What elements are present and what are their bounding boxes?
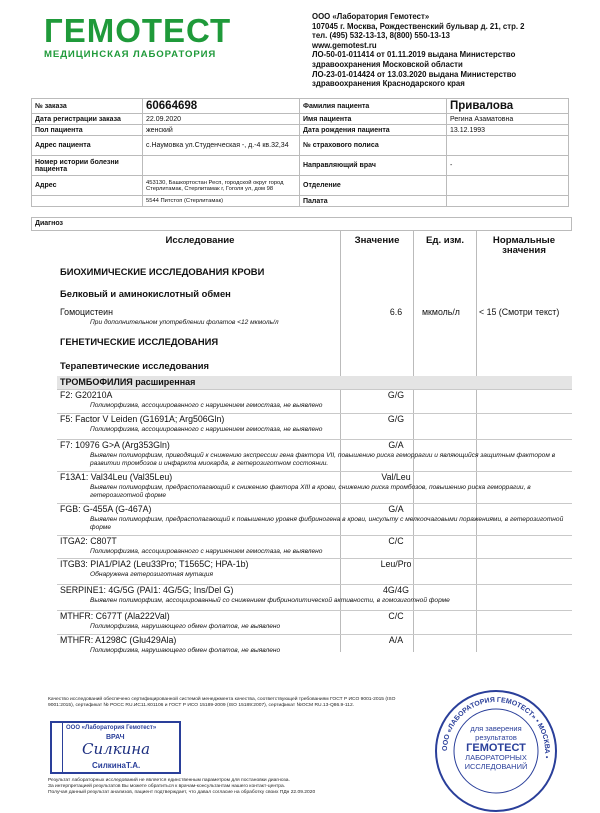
patient-address-label: Адрес пациента [32,136,143,156]
disclaimer-line: За интерпретацией результатов Вы можете обратиться к врачам-консультантам нашего контакт-центра. [48,783,286,789]
panel-band-thrombophilia: ТРОМБОФИЛИЯ расширенная [57,376,572,389]
genetic-test-value: A/A [388,635,404,645]
disclaimer-line: Получая данный результат анализов, пациент подтверждает, что давал согласие на обработку своих ПДн 22.09.2020 [48,789,316,795]
test-unit-homocysteine: мкмоль/л [422,307,460,317]
name-label: Имя пациента [300,114,447,125]
sex-label: Пол пациента [32,125,143,136]
column-header-value: Значение [354,235,400,246]
genetic-test-name: SERPINE1: 4G/5G (PAI1: 4G/5G; Ins/Del G) [60,585,234,595]
surname-label: Фамилия пациента [300,99,447,114]
disclaimer-line: Результат лабораторных исследований не является единственным параметром для постановки диагноза. [48,778,290,783]
row-divider [57,535,572,536]
genetic-test-value: G/A [388,504,404,514]
lab-certification-seal [435,690,557,812]
column-divider [476,231,477,652]
genetic-test-note: Полиморфизма, ассоциированного с нарушением гемостаза, не выявлено [90,548,323,555]
organization-details [312,12,597,89]
column-header-norm [478,236,570,256]
seal-line1: для заверения [470,724,522,733]
section-biochemistry: БИОХИМИЧЕСКИЕ ИССЛЕДОВАНИЯ КРОВИ [60,266,265,277]
reg-date-value: 22.09.2020 [143,114,300,125]
genetic-test-note: Выявлен полиморфизм, предрасполагающий к снижению фактора XIII в крови, снижению риска тромбозов, повышению риска геморрагии, в гетерозиготной форме [90,484,531,500]
genetic-test-name: F13A1: Val34Leu (Val35Leu) [60,472,173,482]
doctor-stamp [50,721,181,774]
test-value-homocysteine: 6.6 [389,307,403,317]
logo-subtitle: МЕДИЦИНСКАЯ ЛАБОРАТОРИЯ [44,49,217,60]
subsection-therapeutic: Терапевтические исследования [60,360,209,371]
test-note-homocysteine: При дополнительном употреблении фолатов <12 мкмоль/л [90,319,279,326]
stamp-doctor-name: СилкинаТ.А. [92,761,141,770]
org-line: 107045 г. Москва, Рождественский бульвар д. 21, стр. 2 [312,21,525,31]
genetic-test-name: F2: G20210A [60,390,113,400]
org-line: www.gemotest.ru [312,40,377,50]
order-label: № заказа [32,99,143,114]
org-line: здравоохранения Московской области [312,59,463,69]
stamp-role: ВРАЧ [106,734,125,741]
genetic-test-name: ITGB3: PIA1/PIA2 (Leu33Pro; T1565C; HPA-1b) [60,559,249,569]
sex-value: женский [143,125,300,136]
doctor-label: Направляющий врач [300,156,447,176]
genetic-test-note: Обнаружена гетерозиготная мутация [90,571,213,578]
doctor-signature: Силкина [82,740,151,758]
genetic-test-value: G/A [388,440,404,450]
org-line: здравоохранения Краснодарского края [312,79,465,89]
quality-line: 9001:2015), сертификат № РОСС RU.ИС11.К01106 и ГОСТ Р ИСО 15189-2009 (ISO 15189:2007), сертификат №ОСМ RU.13-Q86.9-112. [48,702,355,708]
genetic-test-name: F5: Factor V Leiden (G1691A; Arg506Gln) [60,414,225,424]
disclaimer [48,778,315,795]
patient-name: Регина Азаматовна [447,114,569,125]
lab-address-label: Адрес [32,176,143,196]
department-value [447,176,569,196]
patient-info-table [31,98,569,207]
ward-value [447,196,569,207]
column-header-norm-line1: Нормальные [492,235,556,246]
genetic-test-name: FGB: G-455A (G-467A) [60,504,152,514]
genetic-test-name: F7: 10976 G>A (Arg353Gln) [60,440,170,450]
stamp-org-name: ООО «Лаборатория Гемотест» [66,725,157,731]
row-divider [57,389,572,390]
seal-line2: результатов [475,733,517,742]
company-logo [44,14,250,60]
genetic-test-name: ITGA2: C807T [60,536,117,546]
genetic-test-value: Leu/Pro [380,559,412,569]
lab-address-value: 453130, Башкортостан Респ, городской округ город Стерлитамак, Стерлитамак г, Гоголя ул, дом 98 [143,176,300,196]
dob-label: Дата рождения пациента [300,125,447,136]
order-number: 60664698 [143,99,300,114]
genetic-test-value: G/G [387,414,405,424]
org-line: ЛО-23-01-014424 от 13.03.2020 выдана Министерство [312,69,517,79]
ward-label: Палата [300,196,447,207]
doctor-value: - [447,156,569,176]
dob-value: 13.12.1993 [447,125,569,136]
genetic-test-note: Полиморфизма, нарушающего обмен фолатов, не выявлено [90,647,281,654]
genetic-test-value: G/G [387,390,405,400]
test-norm-homocysteine: < 15 (Смотри текст) [479,307,560,317]
quality-line: Качество исследований обеспечено сертифицированной системой менеджмента качества, соответствующей требованиям ГОСТ Р ИСО 9001-2015 (ISO [48,697,396,702]
genetic-test-note: Полиморфизма, ассоциированного с нарушением гемостаза, не выявлено [90,402,323,409]
genetic-test-note: Выявлен полиморфизм, предрасполагающий к повышению уровня фибриногена в крови, инсульту с мелкоочаговыми поражениями, в гетерозиготной форме [90,516,564,532]
lab-name: 5544 Питстоп (Стерлитамак) [143,196,300,207]
genetic-test-value: C/C [388,536,404,546]
org-line: тел. (495) 532-13-13, 8(800) 550-13-13 [312,31,450,41]
history-label: Номер истории болезни пациента [32,156,143,176]
genetic-test-name: MTHFR: C677T (Ala222Val) [60,611,170,621]
patient-surname: Привалова [447,99,569,114]
genetic-test-note: Полиморфизма, ассоциированного с нарушением гемостаза, не выявлено [90,426,323,433]
section-genetics: ГЕНЕТИЧЕСКИЕ ИССЛЕДОВАНИЯ [60,336,219,347]
seal-brand: ГЕМОТЕСТ [466,742,526,754]
genetic-test-value: Val/Leu [381,472,411,482]
org-line: ЛО-50-01-011414 от 01.11.2019 выдана Министерство [312,50,516,60]
logo-wordmark: ГЕМОТЕСТ [44,12,232,49]
patient-address-value: с.Наумовка ул.Студенческая -, д.-4 кв.32,34 [143,136,300,156]
genetic-test-value: 4G/4G [383,585,409,595]
quality-statement [48,697,395,709]
test-name-homocysteine: Гомоцистеин [60,307,113,317]
genetic-test-note: Выявлен полиморфизм, приводящий к снижению экспрессии гена фактора VII, повышению риска геморрагии и являющийся защитным фактором в развитии тромбозов и инфаркта миокарда, в гетерозиготном состоянии. [90,452,556,468]
seal-ring-text: ООО «ЛАБОРАТОРИЯ ГЕМОТЕСТ» • МОСКВА • [441,696,551,759]
org-line: ООО «Лаборатория Гемотест» [312,12,430,21]
reg-date-label: Дата регистрации заказа [32,114,143,125]
genetic-test-note: Выявлен полиморфизм, ассоциированный со снижением фибринолитической активности, в гомозиготной форме [90,597,450,604]
column-header-unit: Ед. изм. [425,235,464,246]
column-divider [340,231,341,652]
column-header-study: Исследование [165,235,235,246]
history-value [143,156,300,176]
diagnosis-label: Диагноз [31,217,572,231]
seal-line3: ЛАБОРАТОРНЫХ [465,753,527,762]
genetic-test-value: C/C [388,611,404,621]
subsection-protein-metabolism: Белковый и аминокислотный обмен [60,288,231,299]
policy-value [447,136,569,156]
seal-line4: ИССЛЕДОВАНИЙ [464,762,528,771]
department-label: Отделение [300,176,447,196]
policy-label: № страхового полиса [300,136,447,156]
genetic-test-note: Полиморфизма, нарушающего обмен фолатов, не выявлено [90,623,281,630]
lab-empty-label [32,196,143,207]
genetic-test-name: MTHFR: A1298C (Glu429Ala) [60,635,177,645]
column-header-norm-line2: значения [502,245,546,256]
